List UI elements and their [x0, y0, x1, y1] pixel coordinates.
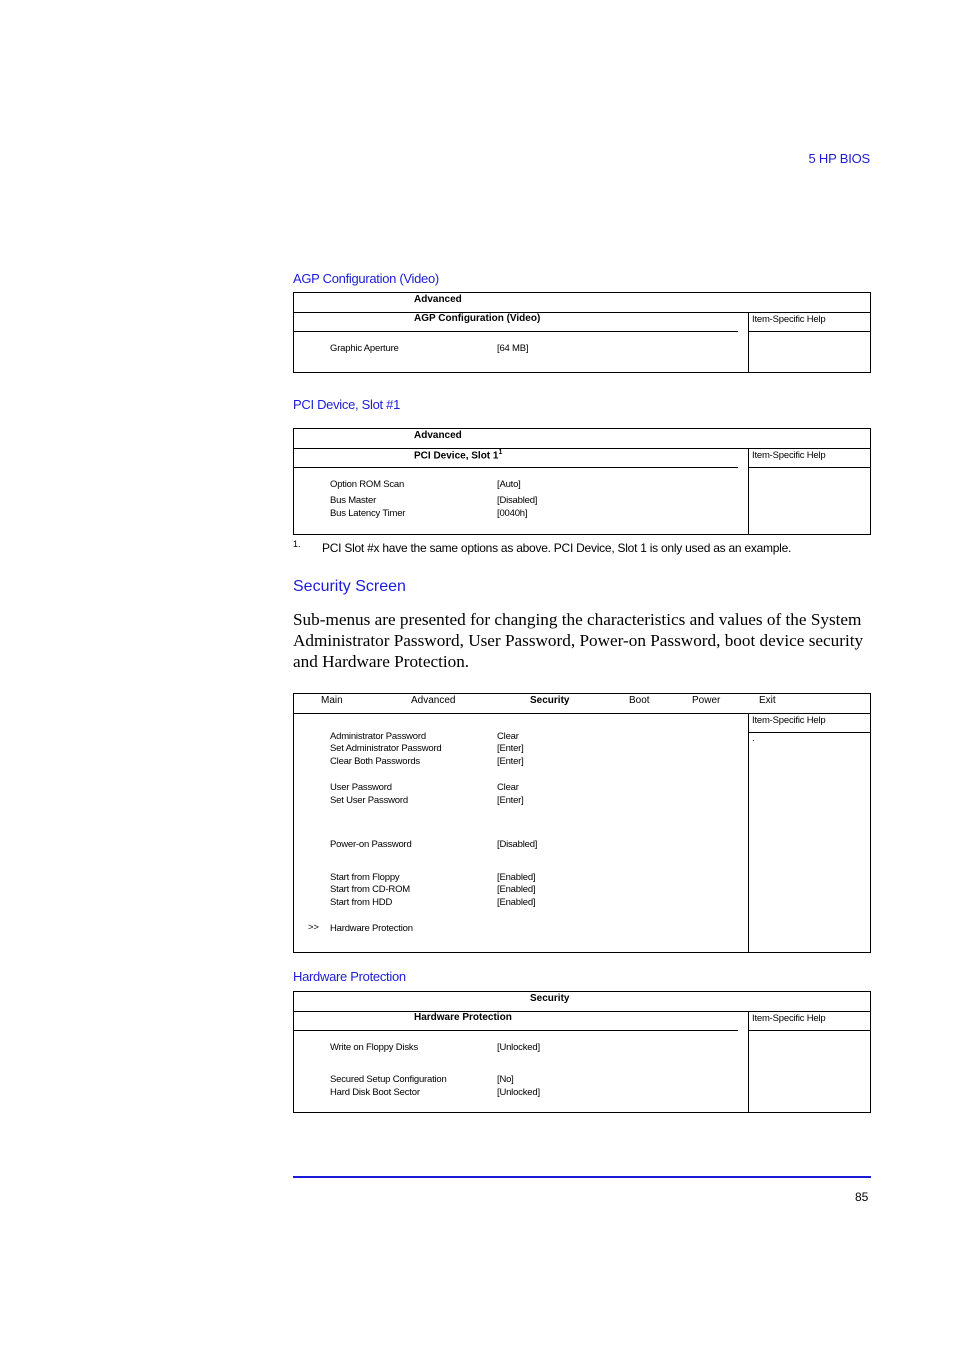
- chapter-header: 5 HP BIOS: [808, 151, 870, 166]
- set-user-password-value[interactable]: [Enter]: [497, 795, 524, 806]
- hw-sub-header: Hardware Protection: [414, 1012, 512, 1023]
- hw-section-label: Hardware Protection: [293, 969, 406, 984]
- start-floppy-label: Start from Floppy: [330, 872, 400, 883]
- start-cdrom-label: Start from CD-ROM: [330, 884, 410, 895]
- power-on-password-value[interactable]: [Disabled]: [497, 839, 538, 850]
- pci-row-value[interactable]: [Disabled]: [497, 495, 538, 506]
- user-password-label: User Password: [330, 782, 392, 793]
- agp-bios-screen: [293, 292, 871, 373]
- agp-sub-header: AGP Configuration (Video): [414, 313, 541, 324]
- menu-main[interactable]: Main: [321, 695, 343, 706]
- pci-row-label: Option ROM Scan: [330, 479, 405, 490]
- menu-security[interactable]: Security: [530, 695, 570, 706]
- security-bios-screen: [293, 693, 871, 953]
- footnote-number: 1.: [293, 539, 301, 549]
- pci-help-title: Item-Specific Help: [752, 450, 826, 461]
- page-number: 85: [855, 1190, 869, 1204]
- pci-row-value[interactable]: [0040h]: [497, 508, 528, 519]
- admin-password-label: Administrator Password: [330, 731, 426, 742]
- pci-sub-header: PCI Device, Slot $1^1$: [414, 449, 503, 462]
- agp-row-label: Graphic Aperture: [330, 343, 399, 354]
- pci-section-label: PCI Device, Slot #1: [293, 397, 401, 412]
- start-hdd-label: Start from HDD: [330, 897, 393, 908]
- write-floppy-label: Write on Floppy Disks: [330, 1042, 419, 1053]
- power-on-password-label: Power-on Password: [330, 839, 412, 850]
- security-help-text: .: [752, 733, 755, 744]
- footer-rule: [293, 1176, 871, 1178]
- menu-boot[interactable]: Boot: [629, 695, 650, 706]
- user-password-value[interactable]: Clear: [497, 782, 519, 793]
- pci-row-label: Bus Master: [330, 495, 377, 506]
- hdd-boot-sector-value[interactable]: [Unlocked]: [497, 1087, 540, 1098]
- menu-advanced[interactable]: Advanced: [411, 695, 456, 706]
- submenu-marker-icon: >>: [308, 922, 319, 933]
- clear-passwords-label: Clear Both Passwords: [330, 756, 420, 767]
- security-help-title: Item-Specific Help: [752, 715, 826, 726]
- hw-help-title: Item-Specific Help: [752, 1013, 826, 1024]
- agp-row-value[interactable]: [64 MB]: [497, 343, 529, 354]
- set-admin-password-value[interactable]: [Enter]: [497, 743, 524, 754]
- menu-power[interactable]: Power: [692, 695, 721, 706]
- admin-password-value[interactable]: Clear: [497, 731, 519, 742]
- secured-setup-value[interactable]: [No]: [497, 1074, 514, 1085]
- set-user-password-label: Set User Password: [330, 795, 408, 806]
- footnote-text: PCI Slot #x have the same options as above. PCI Device, Slot 1 is only used as an example.: [322, 541, 792, 555]
- menu-exit[interactable]: Exit: [759, 695, 776, 706]
- hw-bios-screen: [293, 991, 871, 1113]
- hardware-protection-item[interactable]: Hardware Protection: [330, 923, 413, 934]
- start-hdd-value[interactable]: [Enabled]: [497, 897, 536, 908]
- agp-section-label: AGP Configuration (Video): [293, 271, 439, 286]
- hw-tab-header: Security: [530, 993, 570, 1004]
- set-admin-password-label: Set Administrator Password: [330, 743, 442, 754]
- pci-tab-header: Advanced: [414, 430, 462, 441]
- agp-tab-header: Advanced: [414, 294, 462, 305]
- clear-passwords-value[interactable]: [Enter]: [497, 756, 524, 767]
- security-heading: Security Screen: [293, 578, 406, 595]
- write-floppy-value[interactable]: [Unlocked]: [497, 1042, 540, 1053]
- pci-row-value[interactable]: [Auto]: [497, 479, 521, 490]
- pci-row-label: Bus Latency Timer: [330, 508, 406, 519]
- start-floppy-value[interactable]: [Enabled]: [497, 872, 536, 883]
- hdd-boot-sector-label: Hard Disk Boot Sector: [330, 1087, 420, 1098]
- footnote-ref: 1: [498, 449, 503, 456]
- secured-setup-label: Secured Setup Configuration: [330, 1074, 447, 1085]
- pci-bios-screen: [293, 428, 871, 535]
- start-cdrom-value[interactable]: [Enabled]: [497, 884, 536, 895]
- agp-help-title: Item-Specific Help: [752, 314, 826, 325]
- security-paragraph: Sub-menus are presented for changing the characteristics and values of the System Administrator Password, User Password, Power-on Password, boot device security and Hardware Protection.: [293, 610, 864, 671]
